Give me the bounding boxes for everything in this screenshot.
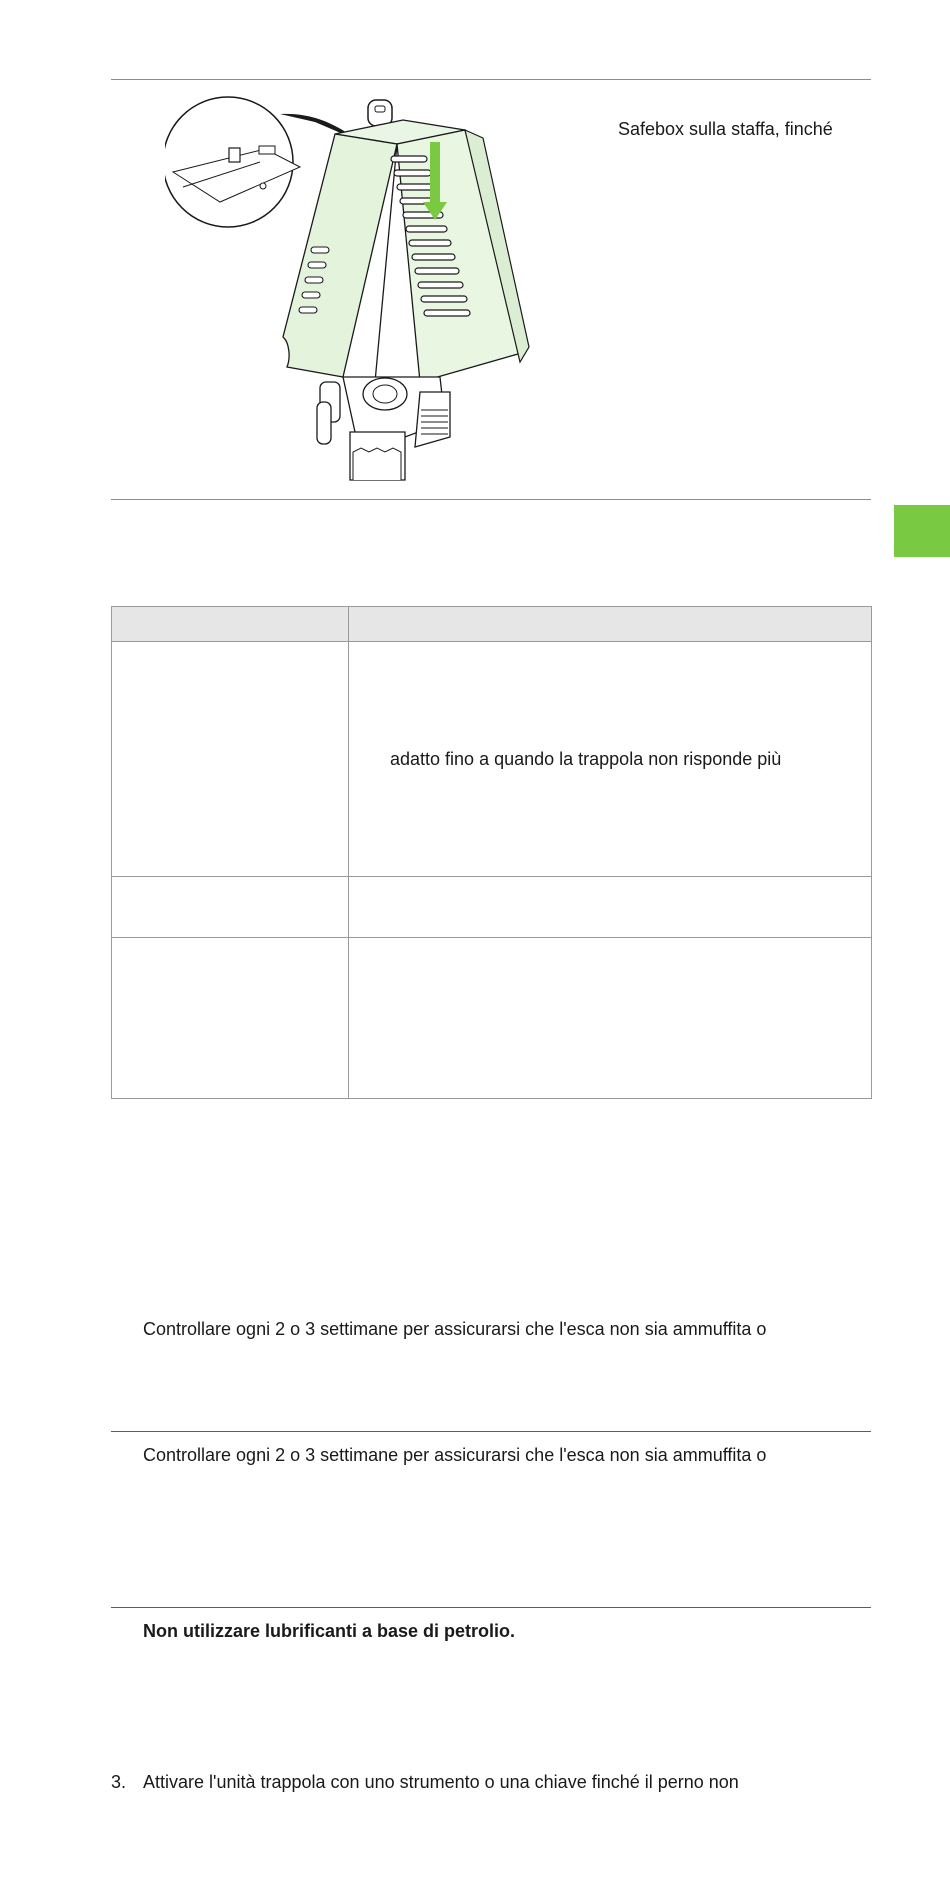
table-cell-label — [112, 877, 349, 938]
illustration-caption: Safebox sulla staffa, finché — [618, 119, 833, 139]
paragraph: Controllare ogni 2 o 3 settimane per assicurarsi che l'esca non sia ammuffita o — [143, 1319, 767, 1339]
section-divider — [111, 1431, 871, 1432]
warning-text: Non utilizzare lubrificanti a base di petrolio. — [143, 1621, 516, 1641]
key-icon — [368, 100, 392, 126]
table-header-cell — [112, 607, 349, 642]
table-row — [112, 877, 872, 938]
table-header-cell — [349, 607, 872, 642]
table-row — [112, 642, 872, 877]
step-number: 3. — [111, 1772, 127, 1792]
table-cell-label — [112, 938, 349, 1099]
trap-mechanism — [317, 377, 450, 480]
table-cell-text: adatto fino a quando la trappola non risponde più — [349, 642, 872, 877]
table-cell-text — [349, 938, 872, 1099]
table-header-row — [112, 607, 872, 642]
safebox-body — [283, 120, 529, 382]
step-text: Attivare l'unità trappola con uno strumento o una chiave finché il perno non — [143, 1772, 739, 1792]
safebox-mounting-illustration — [165, 92, 535, 487]
top-divider — [111, 79, 871, 80]
illustration-bottom-divider — [111, 499, 871, 500]
section-tab-marker — [894, 505, 950, 557]
table-row — [112, 938, 872, 1099]
section-divider — [111, 1607, 871, 1608]
paragraph: Controllare ogni 2 o 3 settimane per assicurarsi che l'esca non sia ammuffita o — [143, 1445, 767, 1465]
spec-table — [111, 606, 872, 1099]
table-cell-text — [349, 877, 872, 938]
table-cell-label — [112, 642, 349, 877]
